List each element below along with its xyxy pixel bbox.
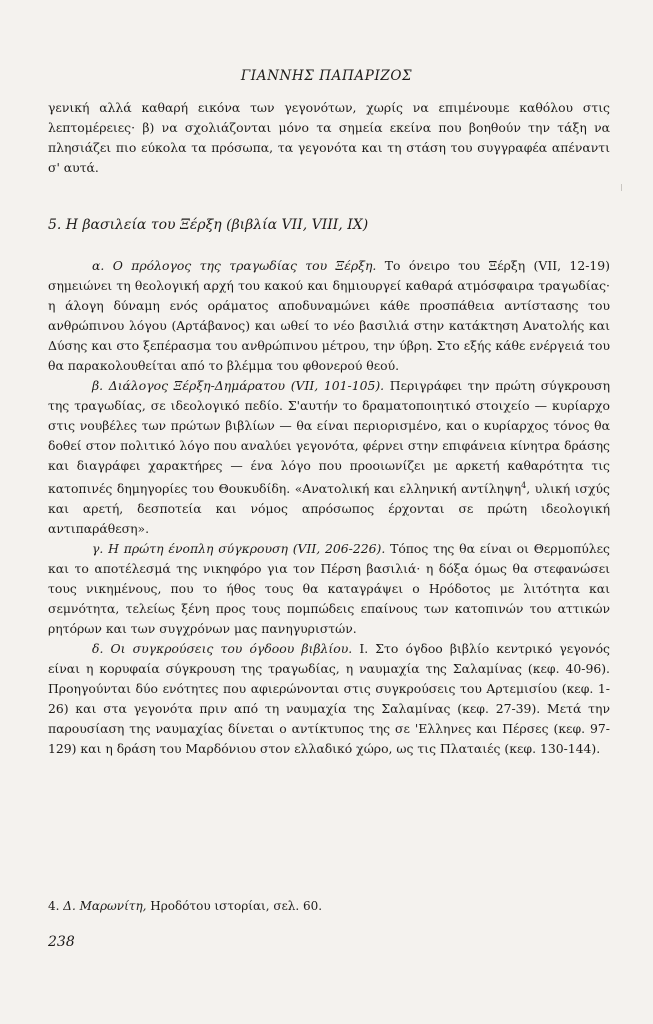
subsection-c-title: γ. Η πρώτη ένοπλη σύγκρουση (VII, 206-226). bbox=[92, 541, 386, 557]
subsection-b-body-after: , υλική ισχύς και αρετή, δεσποτεία και νόμος απρόσωπος έρχονται σε πρώτη ιδεολογική αντιπαράθεση». bbox=[48, 481, 610, 537]
subsection-c-body: Τόπος της θα είναι οι Θερμοπύλες και το αποτέλεσμά της νικηφόρο για τον Πέρση βασιλιά· η δόξα όμως θα στεφανώσει τους νικημένους, που το ήθος τους θα καταγράψει ο Ηρόδοτος με λιτότητα και σεμνότητα, τελείως ξένη προς τους πομπώδεις επαίνους των κατοπινών του αττικών ρητόρων και των συγχρόνων μας πανηγυριστών. bbox=[48, 541, 610, 637]
subsections-block bbox=[48, 256, 610, 759]
intro-paragraph bbox=[48, 98, 610, 178]
footnote-author: Δ. Μαρωνίτη, bbox=[63, 899, 147, 913]
subsection-d-title: δ. Οι συγκρούσεις του όγδοου βιβλίου. bbox=[92, 641, 353, 657]
subsection-b-title: β. Διάλογος Ξέρξη-Δημάρατου (VII, 101-105). bbox=[92, 378, 385, 393]
page-number: 238 bbox=[48, 934, 75, 950]
subsection-b bbox=[48, 376, 610, 539]
section-heading: 5. Η βασιλεία του Ξέρξη (βιβλία VII, VIII, IX) bbox=[48, 217, 369, 233]
running-header: ΓΙΑΝΝΗΣ ΠΑΠΑΡΙΖΟΣ bbox=[240, 68, 413, 84]
subsection-c bbox=[48, 539, 610, 639]
footnote-text: Ηροδότου ιστορίαι, σελ. 60. bbox=[146, 899, 323, 913]
subsection-a-title: α. Ο πρόλογος της τραγωδίας του Ξέρξη. bbox=[92, 258, 377, 273]
footnote-number: 4. bbox=[48, 899, 60, 913]
margin-mark bbox=[621, 184, 622, 191]
intro-text: γενική αλλά καθαρή εικόνα των γεγονότων, χωρίς να επιμένουμε καθόλου στις λεπτομέρειες· β) να σχολιάζονται μόνο τα σημεία εκείνα που βοηθούν την τάξη να πλησιάζει πιο εύκολα τα πρόσωπα, τα γεγονότα και τη στάση του συγγραφέα απέναντι σ' αυτά. bbox=[48, 100, 610, 175]
footnote-ref: 4 bbox=[521, 481, 527, 490]
subsection-a-body: Το όνειρο του Ξέρξη (VII, 12-19) σημειώνει τη θεολογική αρχή του κακού και δημιουργεί καθαρά ατμόσφαιρα τραγωδίας· η άλογη δύναμη ενός οράματος αποδυναμώνει κάθε προσπάθεια αντίστασης του ανθρώπινου λόγου (Αρτάβανος) και ωθεί το νέο βασιλιά στην κατάκτηση Ανατολής και Δύσης και στο ξεπέρασμα του ανθρώπινου μέτρου, την ύβρη. Στο εξής κάθε ενέργειά του θα παρακολουθείται από το βλέμμα του φθονερού θεού. bbox=[48, 258, 610, 373]
subsection-d bbox=[48, 639, 610, 759]
subsection-a bbox=[48, 256, 610, 376]
subsection-d-body: Ι. Στο όγδοο βιβλίο κεντρικό γεγονός είναι η κορυφαία σύγκρουση της τραγωδίας, η ναυμαχία της Σαλαμίνας (κεφ. 40-96). Προηγούνται δύο ενότητες που αφιερώνονται στις συγκρούσεις του Αρτεμισίου (κεφ. 1-26) και στα γεγονότα πριν από τη ναυμαχία της Σαλαμίνας (κεφ. 27-39). Μετά την παρουσίαση της ναυμαχίας δίνεται ο αντίκτυπος της σε 'Ελληνες και Πέρσες (κεφ. 97-129) και η δράση του Μαρδόνιου στον ελλαδικό χώρο, ως τις Πλαταιές (κεφ. 130-144). bbox=[48, 641, 610, 757]
subsection-b-body: Περιγράφει την πρώτη σύγκρουση της τραγωδίας, σε ιδεολογικό πεδίο. Σ'αυτήν το δραματοποιητικό στοιχείο — κυρίαρχο στις νουβέλες των πρώτων βιβλίων — θα είναι περιορισμένο, και ο κυρίαρχος τόνος θα δοθεί στον πολιτικό λόγο που αναλύει γεγονότα, φέρνει στην επιφάνεια κίνητρα δράσης και διαγράφει χαρακτήρες — ένα λόγο που προοιωνίζει με αρκετή καθαρότητα τις κατοπινές δημηγορίες του Θουκυδίδη. «Ανατολική και ελληνική αντίληψη bbox=[48, 378, 610, 497]
footnote bbox=[48, 897, 608, 915]
